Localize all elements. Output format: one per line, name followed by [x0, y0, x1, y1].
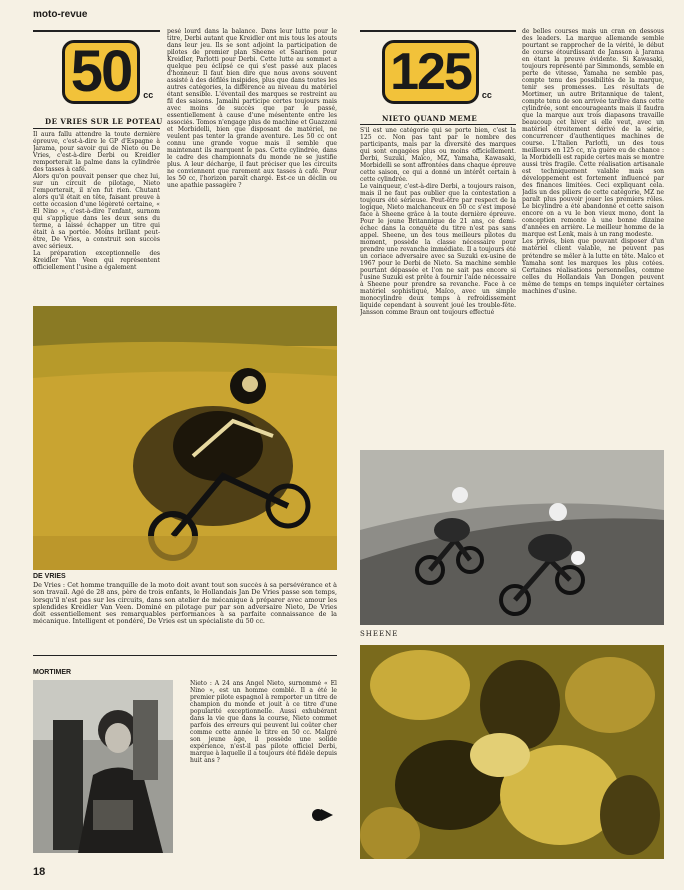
- de-vries-illustration: [33, 306, 337, 570]
- badge-50-number: 50: [62, 40, 141, 104]
- badge-125-unit: cc: [481, 90, 492, 100]
- right-top-rule: [360, 30, 516, 32]
- left-column-1: Il aura fallu attendre la toute dernière épreuve, c'est-à-dire le GP d'Espagne à Jarama, pour savoir qui de Nieto ou De Vries, c'est-à-dire Derbi ou Kreidler remporterait la palme dans la cylindrée des tasses à café. Alors qu'on pouvait penser que chez lui, sur un circuit de pilotage, Nieto l'emporterait, il n'en fut rien. Chutant alors qu'il était en tête, faisant preuve à cette occasion d'une légèreté certaine, « El Nino », c'est-à-dire l'enfant, surnom qui s'applique dans les deux sens du terme, a laissé échapper un titre qui était à sa portée. Moins brillant peut-être, De Vries, a construit son succès avec sérieux. La préparation exceptionnelle des Kreidler Van Veen qui représentent officiellement l'usine a également: [33, 131, 160, 272]
- right-column-2: de belles courses mais un cran en dessous des leaders. La marque allemande semble pourtant se rapprocher de la vérité, le début de course étourdissant de Jansson à Jarama en étant la preuve évidente. Si Kawasaki, toujours représenté par Simmonds, semble en perte de vitesse, Yamaha ne semble pas, compte tenu des possibilités de la marque, tenir ses promesses. Les résultats de Mortimer, un autre Britannique de talent, compte tenu de son arrivée tardive dans cette cylindrée, sont encourageants mais il faudra que la marque aux trois diapasons travaille beaucoup cet hiver si elle veut, avec un matériel étroitement dérivé de la série, concurrencer d'authentiques machines de course. L'Italien Parlotti, un des tous meilleurs en 125 cc, n'a guère eu de chance : la Morbidelli est rapide certes mais se montre aussi très fragile. Cette réalisation artisanale est techniquement valable mais son développement est fortement influencé par des finances limitées. Ceci expliquant cela. Jadis un des piliers de cette catégorie, MZ ne paraît plus pouvoir jouer les premiers rôles. Le bicylindre a été abandonné et cette saison encore on a vu le bon vieux mono, dont la conception remonte à une bonne dizaine d'années en arrière. Le meilleur homme de la marque est Lenk, mais à un rang modeste. Les privés, bien que pouvant disposer d'un matériel client valable, ne peuvent pas prétendre se mêler à la lutte en tête. Maïco et Yamaha sont les marques les plus cotées. Certaines réalisations personnelles, comme celles du Hollandais Van Dongen peuvent même de temps en temps inquiéter certaines machines d'usine.: [522, 28, 664, 295]
- badge-125-number: 125: [382, 40, 479, 104]
- left-subtitle: DE VRIES SUR LE POTEAU: [45, 117, 163, 126]
- mortimer-nieto-text: Nieto : A 24 ans Angel Nieto, surnommé « El Nino », est un homme comblé. Il a été le premier pilote espagnol à remporter un titre de champion du monde et jouit à ce titre d'une popularité exceptionnelle. Aussi exhubérant dans la vie que dans la course, Nieto commet parfois des erreurs qui peuvent lui coûter cher comme cette année le titre en 50 cc. Malgré son jeune âge, il possède une solide expérience, n'est-il pas pilote officiel Derbi, marque à laquelle il a toujours été fidèle depuis huit ans ?: [190, 680, 337, 765]
- page-number: 18: [33, 866, 46, 878]
- arrow-right-icon: [312, 807, 334, 821]
- caption-de-vries: DE VRIES: [33, 573, 66, 580]
- crowd-illustration: [360, 645, 664, 859]
- photo-crowd: [360, 645, 664, 859]
- magazine-title: moto-revue: [33, 9, 88, 20]
- left-column-2: pesé lourd dans la balance. Dans leur lutte pour le titre, Derbi autant que Kreidler ont mis tous les atouts dans leur jeu. Ils se sont adjoint la participation de pilotes de premier plan Sheene et Saarinen pour Kreidler, Parlotti pour Derbi. Cette lutte au sommet a quelque peu éclipsé ce qui s'est passé aux places d'honneur. Il faut bien dire que nous avons souvent assisté à des défilés insipides, plus que dans toutes les autres catégories, la différence au niveau du matériel étant sensible. L'éventail des marques se restreint au fil des saisons. Jamaihi participe certes toujours mais avec moins de succès que par le passé, essentiellement à cause d'une mésentente entre les associés. Tomos n'engage plus de machine et Guazzoni et Morbidelli, bien que disposant de matériel, ne veulent pas tenter la grande aventure. Les 50 cc ont connu une grande vogue mais il semble que maintenant ils marquent le pas. Cette cylindrée, dans le cadre des championnats du monde ne se justifie plus. A leur décharge, il faut préciser que les circuits ne conviennent que rarement aux tasses à café. Pour les 50 cc, l'horizon paraît chargé. Est-ce un déclin ou une apathie passagère ?: [167, 28, 337, 190]
- de-vries-text: De Vries : Cet homme tranquille de la moto doit avant tout son succès à sa persévérance et à son travail. Agé de 28 ans, père de trois enfants, le Hollandais Jan De Vries passe son temps, lorsqu'il n'est pas sur les circuits, dans son atelier de mécanique à préparer avec amour les splendides Kreidler Van Veen. Dominé en pilotage pur par son adversaire Nieto, De Vries doit essentiellement ses remarquables performances à sa parfaite connaissance de la mécanique. Intelligent et pondéré, De Vries est un spécialiste du 50 cc.: [33, 582, 337, 626]
- right-subtitle: NIETO QUAND MEME: [382, 114, 478, 123]
- caption-mortimer: MORTIMER: [33, 669, 72, 676]
- right-column-1: S'il est une catégorie qui se porte bien, c'est la 125 cc. Non pas tant par le nombre des participants, mais par la diversité des marques qui sont engagées plus ou moins officiellement. Derbi, Suzuki, Maïco, MZ, Yamaha, Kawasaki, Morbidelli se sont affrontées dans chaque épreuve cette saison, ce qui a donné un intérêt certain à cette cylindrée. Le vainqueur, c'est-à-dire Derbi, a toujours raison, mais il ne faut pas oublier que la contestation a toujours été sérieuse. Peut-être par respect de la logique, Nieto malchanceux en 50 cc s'est imposé face à Sheene grâce à la toute dernière épreuve. Pour le jeune Britannique de 21 ans, ce demi-échec dans la conquête du titre n'est pas sans appel. Sheene, un des tous meilleurs pilotes du moment, possède la classe nécessaire pour prendre une revanche immédiate. Il a toujours été un coriace adversaire avec sa Suzuki ex-usine de 1967 pour le Derbi de Nieto. Sa machine semble pourtant dépassée et l'on ne sait pas encore si l'usine Suzuki est prête à fournir l'aide nécessaire à Sheene pour prendre sa revanche. Face à ce matériel sophistiqué, Maïco, avec un simple monocylindre deux temps à refroidissement liquide cependant à souvent joué les trouble-fête. Jansson comme Braun ont toujours effectué: [360, 127, 516, 317]
- sheene-illustration: [360, 450, 664, 625]
- caption-sheene: SHEENE: [360, 630, 399, 638]
- right-sub-rule: [360, 124, 516, 125]
- photo-de-vries: [33, 306, 337, 570]
- badge-125cc: [362, 40, 512, 104]
- badge-50cc: [50, 40, 165, 104]
- mortimer-illustration: [33, 680, 173, 853]
- left-sub-rule: [33, 128, 160, 129]
- photo-mortimer: [33, 680, 173, 853]
- badge-50-unit: cc: [143, 90, 154, 100]
- photo-sheene: [360, 450, 664, 625]
- mortimer-top-rule: [33, 655, 337, 656]
- left-top-rule: [33, 30, 160, 32]
